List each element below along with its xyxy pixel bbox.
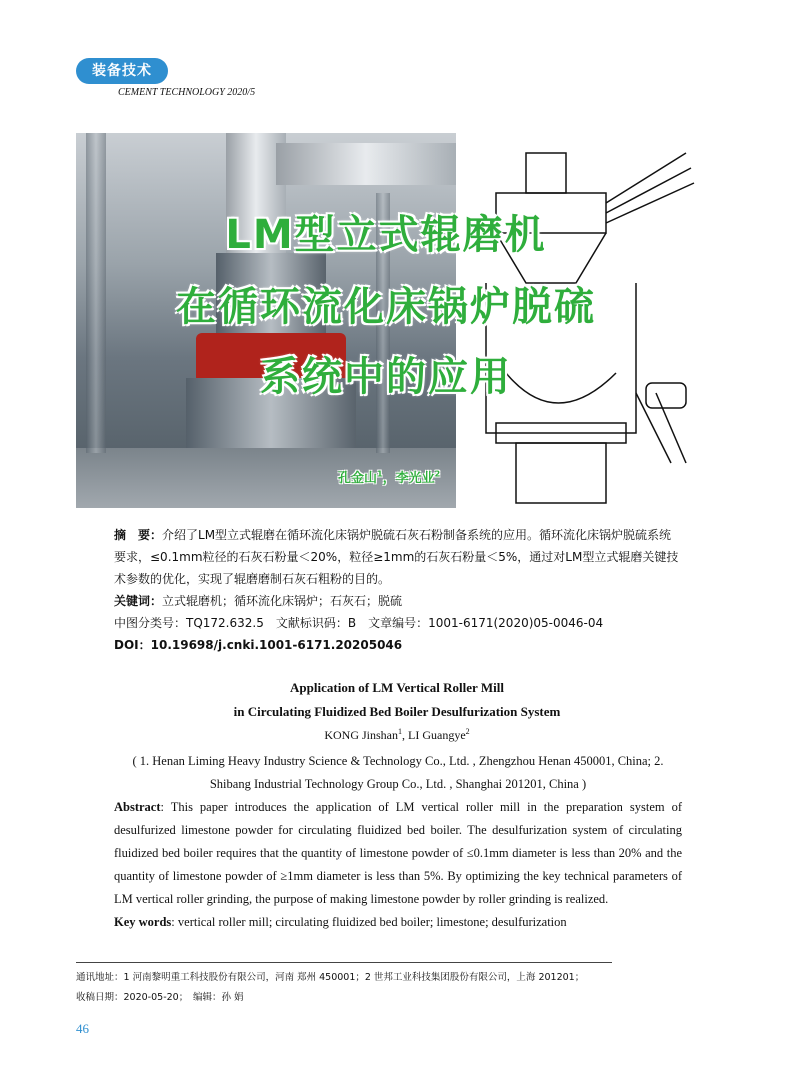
english-keywords-line (114, 911, 682, 934)
abstract-paragraph (114, 524, 682, 590)
author-separator: ， (382, 471, 396, 486)
author-name: LI Guangye (408, 728, 466, 742)
hero-authors (338, 467, 440, 486)
author-name: 孔金山 (338, 471, 378, 486)
abstract-text: 介绍了LM型立式辊磨在循环流化床锅炉脱硫石灰石粉制备系统的应用。循环流化床锅炉脱硫系统要求，≤0.1mm粒径的石灰石粉量＜20%，粒径≥1mm的石灰石粉量＜5%，通过对LM型立式辊磨关键技术参数的优化，实现了辊磨磨制石灰石粗粉的目的。 (114, 528, 679, 586)
author-name: 李光业 (395, 471, 435, 486)
footnote-address: 通讯地址：1 河南黎明重工科技股份有限公司，河南 郑州 450001；2 世邦工业科技集团股份有限公司，上海 201201； (76, 972, 585, 983)
hero-title-line2: 在循环流化床锅炉脱硫 (176, 284, 596, 330)
page-number: 46 (76, 1021, 89, 1036)
hero-title-line3: 系统中的应用 (260, 354, 512, 400)
hero-banner (76, 133, 696, 508)
english-abstract-text: : This paper introduces the application of LM vertical roller mill in the preparation system of desulfurized limestone powder for circulating fluidized bed boiler. The desulfurization system of circulating fluidized bed boiler requires that the quantity of limestone powder of ≤0.1mm diameter is less than 20% and the quantity of limestone powder of ≥1mm diameter is less than 5%. By optimizing the key technical parameters of LM vertical roller grinding, the purpose of making limestone powder by roller grinding is realized. (114, 800, 682, 906)
english-title-line2: in Circulating Fluidized Bed Boiler Desulfurization System (233, 704, 561, 719)
footnote (76, 968, 676, 1008)
english-abstract (114, 796, 682, 934)
author-affiliation-mark: 2 (465, 727, 470, 736)
english-abstract-label: Abstract (114, 800, 161, 814)
english-keywords-text: : vertical roller mill; circulating fluidized bed boiler; limestone; desulfurization (171, 915, 567, 929)
abstract-label: 摘 要： (114, 528, 163, 542)
keywords-label: 关键词： (114, 594, 163, 608)
english-abstract-paragraph (114, 796, 682, 911)
journal-name: CEMENT TECHNOLOGY 2020/5 (118, 87, 256, 98)
author-affiliation-mark: 1 (377, 469, 383, 479)
english-title-line1: Application of LM Vertical Roller Mill (290, 680, 504, 695)
english-keywords-label: Key words (114, 915, 172, 929)
section-tag: 装备技术 (76, 58, 168, 84)
author-affiliation-mark: 1 (398, 727, 402, 736)
hero-title-line1: LM型立式辊磨机 (225, 212, 547, 258)
footnote-received: 收稿日期：2020-05-20； 编辑：孙 娟 (76, 992, 244, 1003)
footnote-divider (76, 962, 612, 963)
author-affiliation-mark: 2 (434, 469, 441, 479)
author-name: KONG Jinshan (324, 728, 398, 742)
keywords-text: 立式辊磨机；循环流化床锅炉；石灰石；脱硫 (162, 594, 403, 608)
doi-line: DOI：10.19698/j.cnki.1001-6171.20205046 (114, 638, 403, 652)
chinese-abstract (114, 524, 682, 656)
classification-line: 中图分类号：TQ172.632.5 文献标识码：B 文章编号：1001-6171(2020)05-0046-04 (114, 616, 604, 630)
english-authors: KONG Jinshan$^1$, LI Guangye$^2$ (324, 727, 470, 742)
english-affiliation: ( 1. Henan Liming Heavy Industry Science & Technology Co., Ltd. , Zhengzhou Henan 450001, China; 2. Shibang Industrial Technology Group Co., Ltd. , Shanghai 201201, China ) (132, 754, 664, 791)
keywords-line (114, 590, 682, 612)
